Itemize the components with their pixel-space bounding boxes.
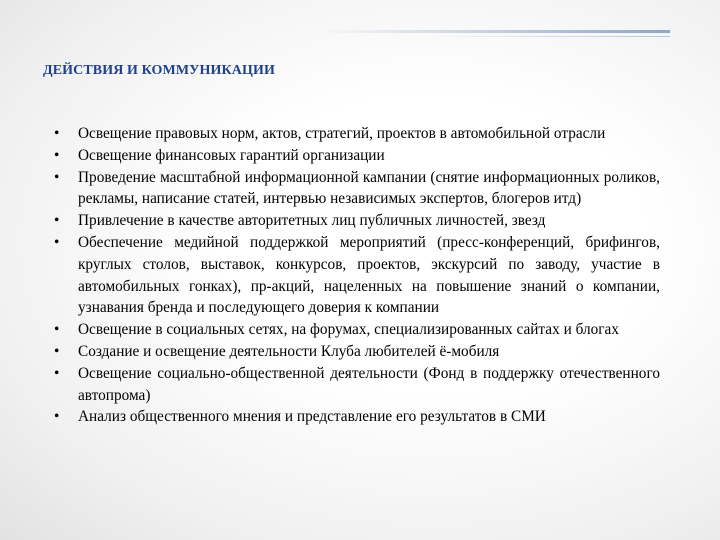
list-item: • Создание и освещение деятельности Клуба любителей ё-мобиля [52, 341, 660, 363]
header-divider-line [318, 30, 670, 33]
bullet-list [52, 123, 660, 428]
list-item: • Проведение масштабной информационной кампании (снятие информационных роликов, рекламы, написание статей, интервью независимых экспертов, блогеров итд) [52, 167, 660, 211]
list-item: • Обеспечение медийной поддержкой мероприятий (пресс-конференций, брифингов, круглых столов, выставок, конкурсов, проектов, экскурсий по заводу, участие в автомобильных гонках), пр-акций, нацеленных на повышение знаний о компании, узнавания бренда и последующего доверия к компании [52, 232, 660, 319]
list-item: • Привлечение в качестве авторитетных лиц публичных личностей, звезд [52, 210, 660, 232]
list-item: • Освещение правовых норм, актов, стратегий, проектов в автомобильной отрасли [52, 123, 660, 145]
list-item: • Освещение социально-общественной деятельности (Фонд в поддержку отечественного автопрома) [52, 363, 660, 407]
list-item: • Освещение финансовых гарантий организации [52, 145, 660, 167]
slide-title: ДЕЙСТВИЯ И КОММУНИКАЦИИ [43, 63, 275, 78]
list-item: • Анализ общественного мнения и представление его результатов в СМИ [52, 406, 660, 428]
header-divider-line-thin [420, 36, 670, 37]
list-item: • Освещение в социальных сетях, на форумах, специализированных сайтах и блогах [52, 319, 660, 341]
